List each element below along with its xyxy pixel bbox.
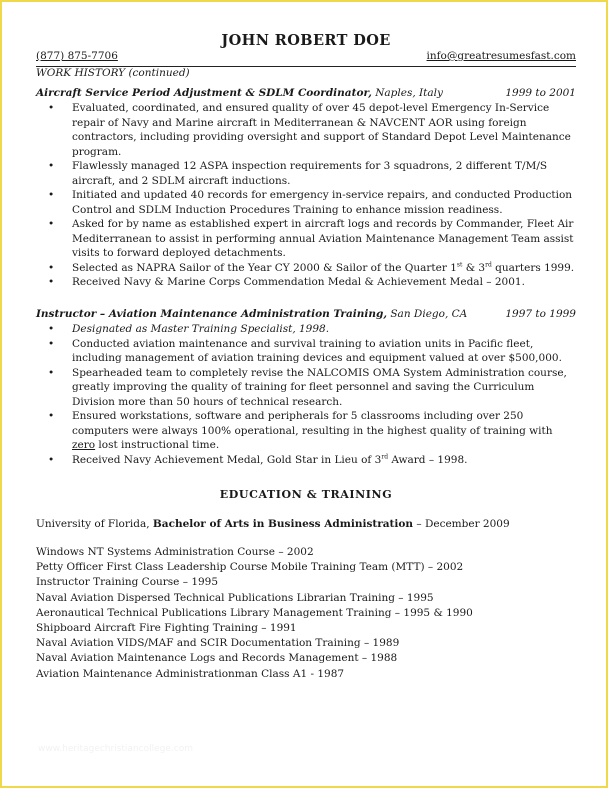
bullet-text: Initiated and updated 40 records for emergency in-service repairs, and conducted Production Control and SDLM Induction Procedures Training to enhance mission readiness. (72, 189, 573, 216)
bullet-text: Asked for by name as established expert in aircraft logs and records by Commander, Fleet Air Mediterranean to assist in performing annual Aviation Maintenance Management Team assist visits to forward deployed detachments. (72, 218, 574, 259)
bullet-icon: • (48, 160, 55, 172)
list-item (36, 366, 576, 410)
list-item (36, 101, 576, 159)
bullet-icon: • (48, 366, 55, 379)
list-item: Aeronautical Technical Publications Library Management Training – 1995 & 1990 (36, 606, 473, 619)
list-item (36, 188, 576, 217)
list-item: Instructor Training Course – 1995 (36, 576, 219, 589)
job-title: Instructor – Aviation Maintenance Administration Training, (36, 308, 388, 320)
job-location: San Diego, CA (390, 308, 468, 320)
watermark: www.heritagechristiancollege.com (38, 744, 193, 754)
list-item: Naval Aviation Dispersed Technical Publications Librarian Training – 1995 (36, 591, 434, 604)
list-item: Windows NT Systems Administration Course – 2002 (36, 546, 314, 558)
bullet-icon: • (48, 261, 55, 274)
job-entry-aspa (36, 86, 576, 290)
list-item (36, 337, 576, 366)
job-bullets (36, 101, 576, 290)
section-heading-education: EDUCATION & TRAINING (219, 488, 393, 501)
job-header (36, 86, 576, 101)
job-dates: 1999 to 2001 (505, 87, 576, 99)
list-item (36, 322, 576, 337)
degree-line (36, 518, 510, 530)
job-entry-instructor (36, 307, 576, 467)
bullet-text: Designated as Master Training Specialist, 1998. (72, 323, 330, 335)
job-location: Naples, Italy (375, 87, 443, 99)
list-item (36, 275, 576, 290)
bullet-text: Ensured workstations, software and peripherals for 5 classrooms including over 250 computers were always 100% operational, resulting in the highest quality of training with zero lost instructional time. (72, 410, 553, 451)
bullet-icon: • (48, 218, 55, 230)
degree-date: – December 2009 (413, 518, 510, 530)
list-item: Petty Officer First Class Leadership Course Mobile Training Team (MTT) – 2002 (36, 561, 464, 574)
course-list (36, 545, 473, 682)
bullet-icon: • (48, 410, 55, 422)
contact-line (36, 50, 576, 67)
job-bullets (36, 322, 576, 467)
bullet-text: Flawlessly managed 12 ASPA inspection requirements for 3 squadrons, 2 different T/M/S aircraft, and 2 SDLM aircraft inductions. (72, 160, 548, 187)
job-title: Aircraft Service Period Adjustment & SDLM Coordinator, (36, 87, 372, 99)
bullet-text: Evaluated, coordinated, and ensured quality of over 45 depot-level Emergency In-Service repair of Navy and Marine aircraft in Mediterranean & NAVCENT AOR using foreign contractors, including providing oversight and support of Standard Depot Level Maintenance program. (72, 102, 571, 158)
school-name: University of Florida, (36, 518, 153, 530)
bullet-icon: • (48, 276, 55, 288)
job-dates: 1997 to 1999 (505, 308, 576, 320)
section-heading-work-history: WORK HISTORY (continued) (36, 67, 190, 79)
bullet-text: Received Navy Achievement Medal, Gold Star in Lieu of 3rd Award – 1998. (72, 453, 468, 466)
list-item (36, 453, 576, 468)
list-item (36, 159, 576, 188)
bullet-icon: • (48, 323, 55, 335)
bullet-text: Conducted aviation maintenance and survival training to aviation units in Pacific fleet, including management of aviation training devices and equipment valued at over $500,000. (72, 337, 562, 364)
list-item (36, 261, 576, 276)
list-item: Naval Aviation Maintenance Logs and Records Management – 1988 (36, 652, 398, 665)
list-item: Shipboard Aircraft Fire Fighting Training – 1991 (36, 622, 297, 635)
list-item: Naval Aviation VIDS/MAF and SCIR Documentation Training – 1989 (36, 637, 400, 650)
list-item: Aviation Maintenance Administrationman Class A1 - 1987 (36, 667, 345, 680)
bullet-icon: • (48, 102, 55, 114)
bullet-text: Selected as NAPRA Sailor of the Year CY 2000 & Sailor of the Quarter 1st & 3rd quarters 1999. (72, 261, 575, 274)
phone-link[interactable]: (877) 875-7706 (36, 50, 118, 62)
degree-name: Bachelor of Arts in Business Administration (152, 518, 414, 530)
email-link[interactable]: info@greatresumesfast.com (426, 50, 576, 62)
bullet-text: Spearheaded team to completely revise the NALCOMIS OMA System Administration course, greatly improving the quality of training for fleet personnel and saving the Curriculum Division more than 50 hours of technical research. (72, 366, 567, 408)
list-item (36, 217, 576, 261)
candidate-name: JOHN ROBERT DOE (221, 32, 391, 49)
list-item (36, 409, 576, 453)
bullet-icon: • (48, 453, 55, 466)
bullet-text: Received Navy & Marine Corps Commendation Medal & Achievement Medal – 2001. (72, 276, 525, 288)
bullet-icon: • (48, 189, 55, 201)
job-header (36, 307, 576, 322)
bullet-icon: • (48, 337, 55, 350)
